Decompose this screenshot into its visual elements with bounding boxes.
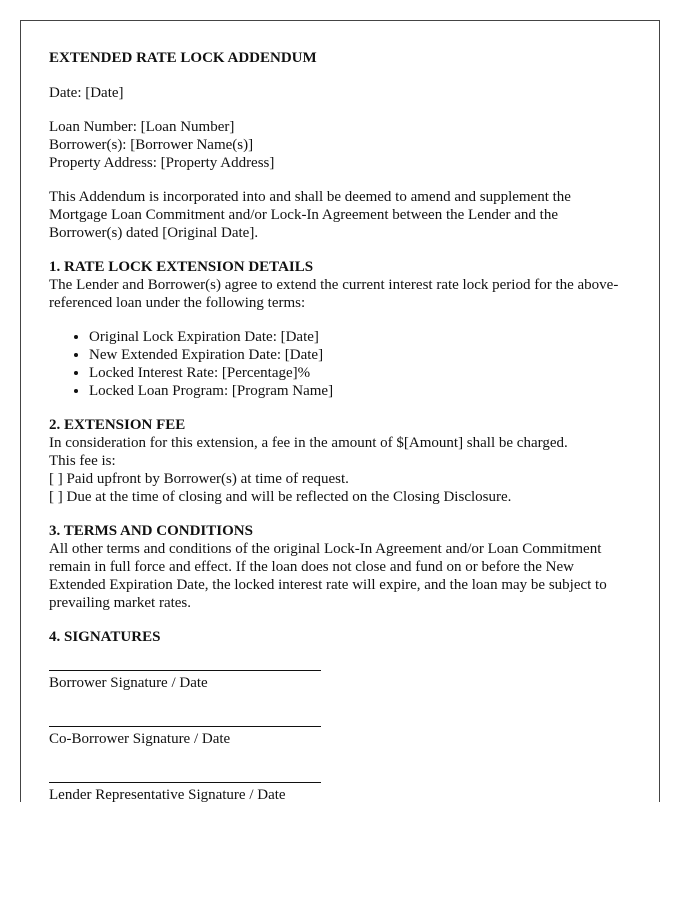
fee-option-closing: [ ] Due at the time of closing and will be reflected on the Closing Disclosure.	[49, 489, 512, 505]
loan-number: Loan Number: [Loan Number]	[49, 119, 235, 135]
document-page	[20, 20, 660, 802]
list-item: • Locked Loan Program: [Program Name]	[89, 382, 631, 400]
signature-label: Lender Representative Signature / Date	[49, 787, 286, 803]
fee-is-line: This fee is:	[49, 453, 116, 469]
section-2-heading: 2. EXTENSION FEE	[49, 417, 186, 433]
section-1-heading: 1. RATE LOCK EXTENSION DETAILS	[49, 259, 314, 275]
signature-label: Borrower Signature / Date	[49, 675, 208, 691]
loan-info	[49, 118, 631, 172]
document-title: EXTENDED RATE LOCK ADDENDUM	[49, 50, 317, 66]
section-1-text: The Lender and Borrower(s) agree to extend the current interest rate lock period for the above-referenced loan under the following terms:	[49, 277, 619, 311]
property-address: Property Address: [Property Address]	[49, 155, 275, 171]
lender-signature	[49, 782, 321, 804]
signature-block	[49, 670, 631, 804]
fee-option-upfront: [ ] Paid upfront by Borrower(s) at time of request.	[49, 471, 349, 487]
extension-terms-list	[49, 328, 631, 400]
borrowers: Borrower(s): [Borrower Name(s)]	[49, 137, 254, 153]
signature-label: Co-Borrower Signature / Date	[49, 731, 231, 747]
section-4-heading: 4. SIGNATURES	[49, 629, 161, 645]
signature-line	[49, 726, 321, 727]
list-item: • Locked Interest Rate: [Percentage]%	[89, 364, 631, 382]
list-item: • New Extended Expiration Date: [Date]	[89, 346, 631, 364]
list-item: • Original Lock Expiration Date: [Date]	[89, 328, 631, 346]
signature-line	[49, 782, 321, 783]
date-line: Date: [Date]	[49, 85, 124, 101]
section-2-text	[49, 434, 631, 506]
intro-paragraph: This Addendum is incorporated into and shall be deemed to amend and supplement the Mortgage Loan Commitment and/or Lock-In Agreement between the Lender and the Borrower(s) dated [Original Date].	[49, 189, 571, 241]
co-borrower-signature	[49, 726, 321, 748]
fee-amount-line: In consideration for this extension, a fee in the amount of $[Amount] shall be charged.	[49, 435, 568, 451]
signature-line	[49, 670, 321, 671]
section-3-text: All other terms and conditions of the original Lock-In Agreement and/or Loan Commitment remain in full force and effect. If the loan does not close and fund on or before the New Extended Expiration Date, the locked interest rate will expire, and the loan may be subject to prevailing market rates.	[49, 541, 607, 611]
borrower-signature	[49, 670, 321, 692]
section-3-heading: 3. TERMS AND CONDITIONS	[49, 523, 253, 539]
